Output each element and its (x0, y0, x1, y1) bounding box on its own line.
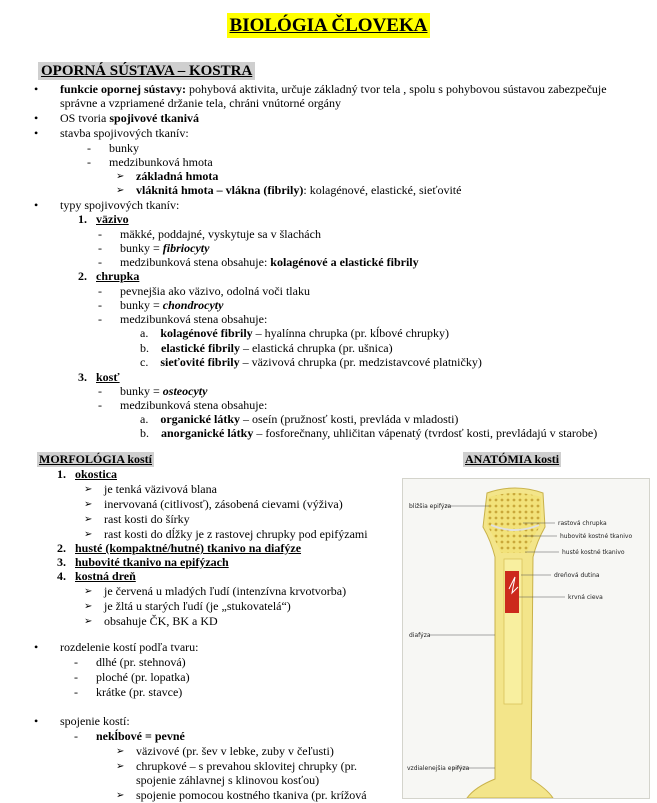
morph-item-3: 3. hubovité tkanivo na epifýzach (57, 555, 229, 569)
label-proximal-epiphysis: bližšia epifýza (409, 503, 452, 510)
dash-intercellular: - medzibunková hmota (109, 155, 213, 170)
tissue-type-1: 1. väzivo (78, 212, 129, 226)
tissue-1-line1: - mäkké, poddajné, vyskytuje sa v šlachách (120, 227, 321, 242)
joint-1: ➢ väzivové (pr. šev v lebke, zuby v čeľusti) (136, 744, 334, 759)
arrow-ground-substance: ➢ základná hmota (136, 169, 218, 184)
joint-fixed: - nekĺbové = pevné (96, 729, 185, 744)
tissue-2-line3: - medzibunková stena obsahuje: (120, 312, 267, 327)
tissue-3-line1: - bunky = osteocyty (120, 384, 207, 399)
morph-item-1: 1. okostica (57, 467, 117, 481)
bone-sub-b: b. anorganické látky – fosforečnany, uhličitan vápenatý (tvrdosť kosti, prevládajú v starobe) (140, 426, 598, 440)
tissue-type-3: 3. kosť (78, 370, 120, 384)
dash-cells: - bunky (109, 141, 139, 156)
bullet-bone-joints: • spojenie kostí: (60, 714, 130, 729)
label-spongy-tissue: hubovité kostné tkanivo (560, 533, 633, 540)
tissue-2-line1: - pevnejšia ako väzivo, odolná voči tlaku (120, 284, 310, 299)
tissue-type-2: 2. chrupka (78, 269, 140, 283)
bullet-os-composition: • OS tvoria spojivové tkanivá (60, 111, 199, 126)
tissue-2-line2: - bunky = chondrocyty (120, 298, 223, 313)
joint-2: ➢ chrupkové – s prevahou sklovitej chrupky (pr. (136, 759, 357, 774)
label-growth-cartilage: rastová chrupka (558, 520, 607, 527)
shape-long: - dlhé (pr. stehnová) (96, 655, 186, 670)
periosteum-1: ➢ je tenká väzivová blana (104, 482, 217, 497)
periosteum-3: ➢ rast kosti do šírky (104, 512, 190, 527)
label-diaphysis: diafýza (409, 632, 431, 639)
section-heading-anatomy: ANATÓMIA kosti (465, 452, 560, 466)
marrow-3: ➢ obsahuje ČK, BK a KD (104, 614, 218, 629)
cartilage-sub-c: c. sieťovité fibrily – väzivová chrupka (pr. medzistavcové platničky) (140, 355, 482, 369)
bullet-tissue-structure: • stavba spojivových tkanív: (60, 126, 189, 141)
page-title: BIOLÓGIA ČLOVEKA (0, 14, 657, 38)
periosteum-4: ➢ rast kosti do dĺžky je z rastovej chrupky pod epifýzami (104, 527, 368, 542)
section-heading-support-system: OPORNÁ SÚSTAVA – KOSTRA (38, 62, 255, 80)
label-compact-tissue: husté kostné tkanivo (562, 549, 625, 556)
marrow-1: ➢ je červená u mladých ľudí (intenzívna krvotvorba) (104, 584, 346, 599)
tissue-1-line3: - medzibunková stena obsahuje: kolagénové a elastické fibrily (120, 255, 419, 270)
periosteum-2: ➢ inervovaná (citlivosť), zásobená cievami (výživa) (104, 497, 343, 512)
label-distal-epiphysis: vzdialenejšia epifýza (407, 765, 470, 772)
tissue-3-line2: - medzibunková stena obsahuje: (120, 398, 267, 413)
shape-flat: - ploché (pr. lopatka) (96, 670, 190, 685)
bone-anatomy-diagram (402, 478, 650, 799)
bullet-shape-division: • rozdelenie kostí podľa tvaru: (60, 640, 199, 655)
label-blood-vessel: krvná cieva (568, 594, 603, 601)
marrow-2: ➢ je žltá u starých ľudí (je „stukovatelá“) (104, 599, 291, 614)
arrow-fibrous-substance: ➢ vláknitá hmota – vlákna (fibrily): kolagénové, elastické, sieťovité (136, 183, 461, 198)
bullet-tissue-types: • typy spojivových tkanív: (60, 198, 179, 213)
bone-sub-a: a. organické látky – oseín (pružnosť kosti, prevláda v mladosti) (140, 412, 459, 426)
tissue-1-line2: - bunky = fibriocyty (120, 241, 209, 256)
section-heading-morphology: MORFOLÓGIA kostí (39, 452, 153, 466)
shape-short: - krátke (pr. stavce) (96, 685, 182, 700)
joint-2-cont: spojenie záhlavnej s klinovou kosťou) (136, 773, 320, 787)
cartilage-sub-b: b. elastické fibrily – elastická chrupka (pr. ušnica) (140, 341, 393, 355)
cartilage-sub-a: a. kolagénové fibrily – hyalínna chrupka (pr. kĺbové chrupky) (140, 326, 449, 340)
morph-item-4: 4. kostná dreň (57, 569, 136, 583)
joint-3: ➢ spojenie pomocou kostného tkaniva (pr. krížová (136, 788, 367, 803)
label-marrow-cavity: dreňová dutina (554, 572, 600, 579)
morph-item-2: 2. husté (kompaktné/hutné) tkanivo na diafýze (57, 541, 302, 555)
bullet-functions: • funkcie opornej sústavy: pohybová aktivita, určuje základný tvor tela , spolu s pohybovou sústavou zabezpečuje (60, 82, 607, 97)
bone-illustration (403, 479, 649, 798)
bullet-functions-line2: správne a vzpriamené držanie tela, chráni vnútorné orgány (60, 96, 341, 110)
